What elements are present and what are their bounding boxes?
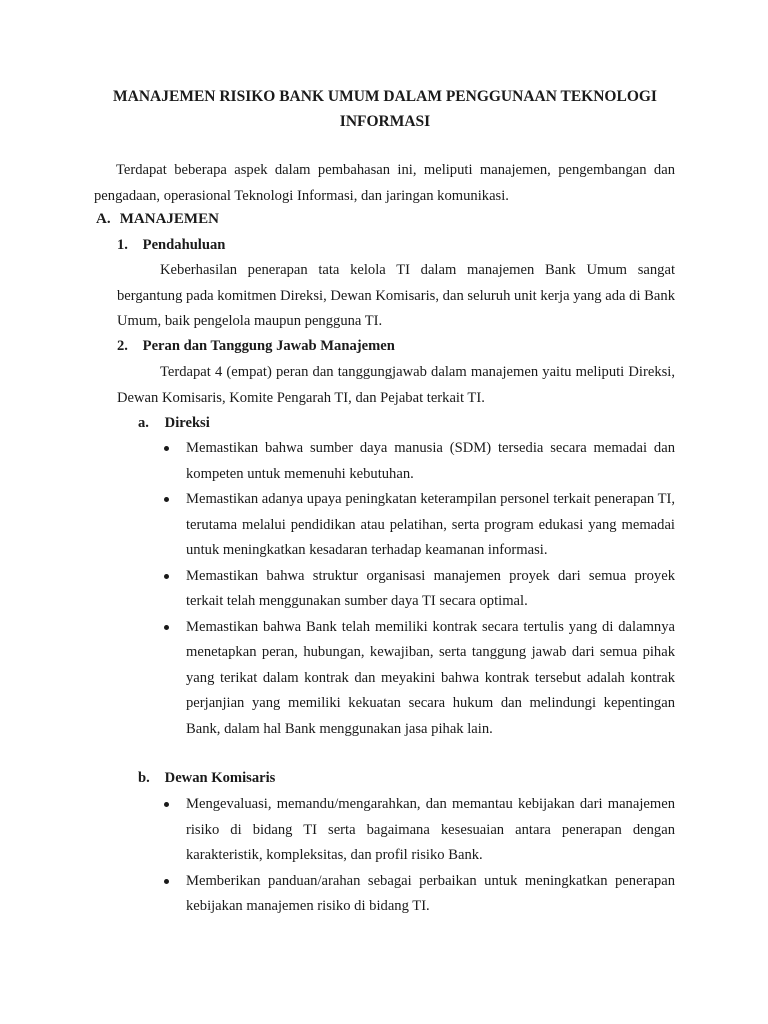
list-item: Memastikan bahwa struktur organisasi manajemen proyek dari semua proyek terkait telah menggunakan sumber daya TI secara optimal. (186, 564, 675, 615)
list-item: Memastikan bahwa Bank telah memiliki kontrak secara tertulis yang di dalamnya menetapkan peran, hubungan, kewajiban, serta tanggung jawab dari semua pihak yang terikat dalam kontrak dan meyakini bahwa kontrak tersebut adalah kontrak perjanjian yang memiliki kekuatan secara hukum dan melindungi kepentingan Bank, dalam hal Bank menggunakan jasa pihak lain. (186, 615, 675, 743)
dewan-komisaris-title: Dewan Komisaris (164, 770, 276, 786)
list-item: Memberikan panduan/arahan sebagai perbaikan untuk meningkatkan penerapan kebijakan manajemen risiko di bidang TI. (186, 869, 675, 920)
intro-paragraph: Terdapat beberapa aspek dalam pembahasan ini, meliputi manajemen, pengembangan dan pengadaan, operasional Teknologi Informasi, dan jaringan komunikasi. (94, 162, 675, 204)
title-line-2: INFORMASI (339, 113, 431, 130)
subsection-1-title: Pendahuluan (142, 237, 226, 253)
section-a-title: MANAJEMEN (119, 211, 219, 227)
dewan-komisaris-letter: b. (138, 770, 150, 786)
subsection-2-number: 2. (117, 338, 128, 354)
dewan-komisaris-heading (138, 766, 275, 792)
list-item: Mengevaluasi, memandu/mengarahkan, dan memantau kebijakan dari manajemen risiko di bidang TI serta bagaimana kesesuaian antara penerapan dengan karakteristik, kompleksitas, dan profil risiko Bank. (186, 792, 675, 869)
subsection-2-title: Peran dan Tanggung Jawab Manajemen (142, 338, 395, 354)
subsection-1-number: 1. (117, 237, 128, 253)
direksi-letter: a. (138, 415, 149, 431)
section-a-heading (96, 207, 219, 233)
list-item: Memastikan bahwa sumber daya manusia (SDM) tersedia secara memadai dan kompeten untuk memenuhi kebutuhan. (186, 436, 675, 487)
title-line-1: MANAJEMEN RISIKO BANK UMUM DALAM PENGGUNAAN TEKNOLOGI (113, 88, 657, 105)
subsection-2-paragraph: Terdapat 4 (empat) peran dan tanggungjawab dalam manajemen yaitu meliputi Direksi, Dewan Komisaris, Komite Pengarah TI, dan Pejabat terkait TI. (117, 364, 675, 406)
section-a-number: A. (96, 211, 111, 227)
direksi-heading (138, 411, 210, 437)
direksi-bullet-list (186, 436, 675, 742)
dewan-komisaris-bullet-list (186, 792, 675, 920)
subsection-1-paragraph: Keberhasilan penerapan tata kelola TI dalam manajemen Bank Umum sangat bergantung pada komitmen Direksi, Dewan Komisaris, dan seluruh unit kerja yang ada di Bank Umum, baik pengelola maupun pengguna TI. (117, 262, 675, 329)
document-title (96, 84, 674, 134)
direksi-title: Direksi (164, 415, 210, 431)
subsection-1-heading (117, 233, 225, 259)
subsection-2-heading (117, 334, 395, 360)
list-item: Memastikan adanya upaya peningkatan keterampilan personel terkait penerapan TI, terutama melalui pendidikan atau pelatihan, serta program edukasi yang memadai untuk meningkatkan kesadaran terhadap keamanan informasi. (186, 487, 675, 564)
